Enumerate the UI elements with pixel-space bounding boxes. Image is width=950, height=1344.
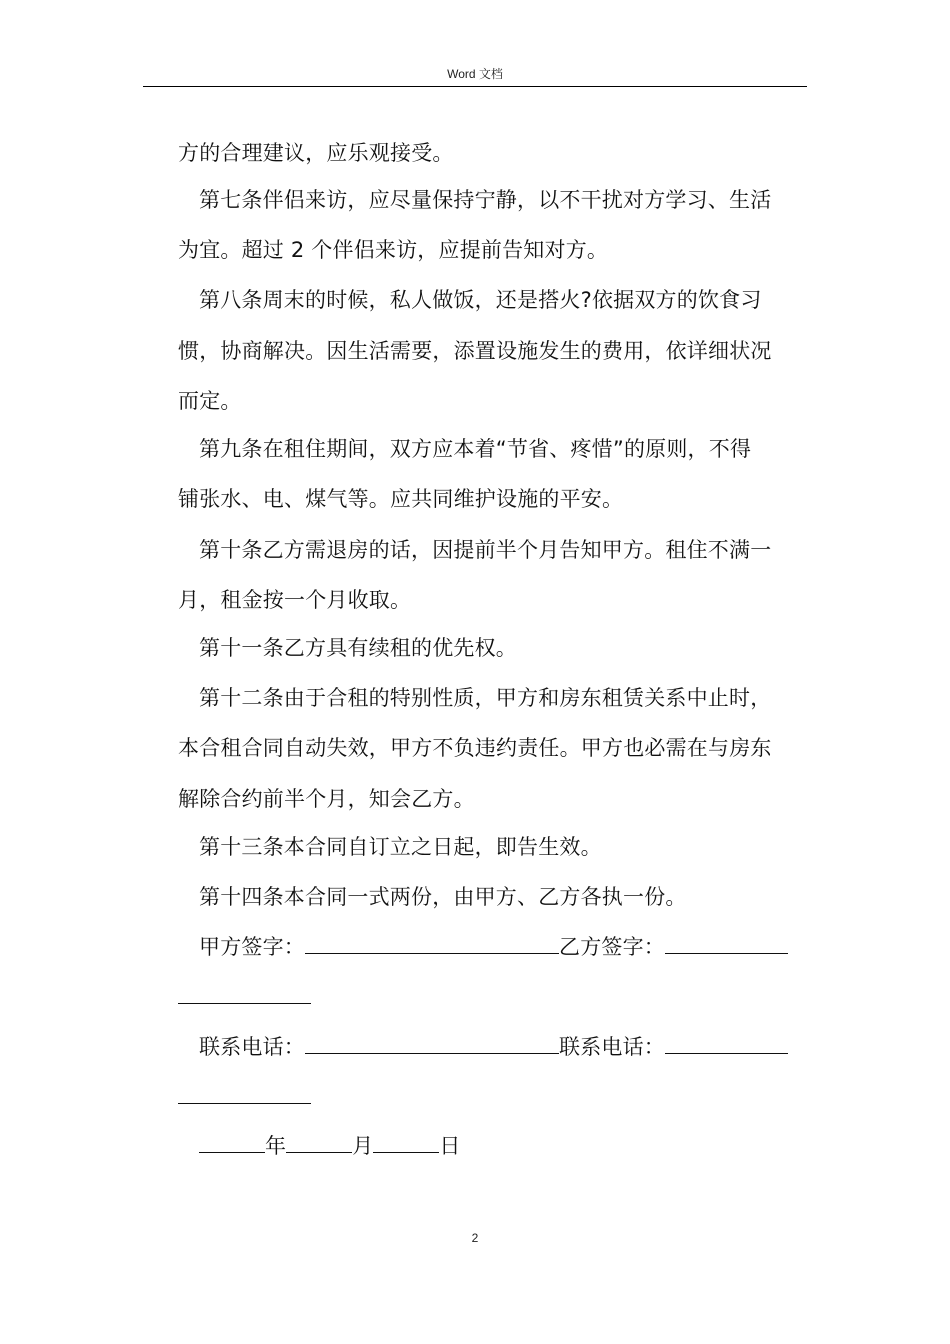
phone-row <box>199 1032 788 1062</box>
month-blank[interactable] <box>286 1132 352 1153</box>
party-b-signature-blank-continued[interactable] <box>178 983 311 1004</box>
party-b-phone-blank[interactable] <box>665 1033 788 1054</box>
day-blank[interactable] <box>373 1132 439 1153</box>
party-b-phone-blank-continued[interactable] <box>178 1083 311 1104</box>
year-blank[interactable] <box>199 1132 265 1153</box>
paragraph-line: 铺张水、电、煤气等。应共同维护设施的平安。 <box>178 487 624 511</box>
page-header-title: Word 文档 <box>447 67 503 81</box>
party-a-signature-label: 甲方签字： <box>199 935 305 959</box>
paragraph-line: 惯，协商解决。因生活需要，添置设施发生的费用，依详细状况 <box>178 339 772 363</box>
paragraph-line: 第十三条本合同自订立之日起，即告生效。 <box>199 835 602 859</box>
year-label: 年 <box>265 1134 287 1158</box>
day-label: 日 <box>439 1134 461 1158</box>
phone-row-continued <box>178 1082 311 1112</box>
month-label: 月 <box>352 1134 374 1158</box>
party-b-signature-blank[interactable] <box>665 933 788 954</box>
paragraph-line: 第八条周末的时候，私人做饭，还是搭火?依据双方的饮食习 <box>199 288 762 312</box>
paragraph-line: 第十条乙方需退房的话，因提前半个月告知甲方。租住不满一 <box>199 538 772 562</box>
paragraph-line: 第十一条乙方具有续租的优先权。 <box>199 636 517 660</box>
paragraph-line: 第七条伴侣来访，应尽量保持宁静，以不干扰对方学习、生活 <box>199 188 772 212</box>
paragraph-line: 本合租合同自动失效，甲方不负违约责任。甲方也必需在与房东 <box>178 736 772 760</box>
party-a-phone-blank[interactable] <box>305 1033 559 1054</box>
signature-row-continued <box>178 982 311 1012</box>
paragraph-line: 解除合约前半个月，知会乙方。 <box>178 787 475 811</box>
signature-row <box>199 932 788 962</box>
party-b-phone-label: 联系电话： <box>559 1035 665 1059</box>
party-a-signature-blank[interactable] <box>305 933 559 954</box>
paragraph-line: 月，租金按一个月收取。 <box>178 588 412 612</box>
party-b-signature-label: 乙方签字： <box>559 935 665 959</box>
paragraph-line: 方的合理建议，应乐观接受。 <box>178 141 454 165</box>
header-divider <box>143 86 807 87</box>
paragraph-line: 第九条在租住期间，双方应本着“节省、疼惜”的原则，不得 <box>199 437 752 461</box>
paragraph-line: 第十四条本合同一式两份，由甲方、乙方各执一份。 <box>199 885 687 909</box>
date-row <box>199 1131 461 1161</box>
page-number: 2 <box>471 1231 479 1245</box>
party-a-phone-label: 联系电话： <box>199 1035 305 1059</box>
paragraph-line: 为宜。超过 2 个伴侣来访，应提前告知对方。 <box>178 238 609 262</box>
paragraph-line: 而定。 <box>178 389 242 413</box>
paragraph-line: 第十二条由于合租的特别性质，甲方和房东租赁关系中止时， <box>199 686 772 710</box>
